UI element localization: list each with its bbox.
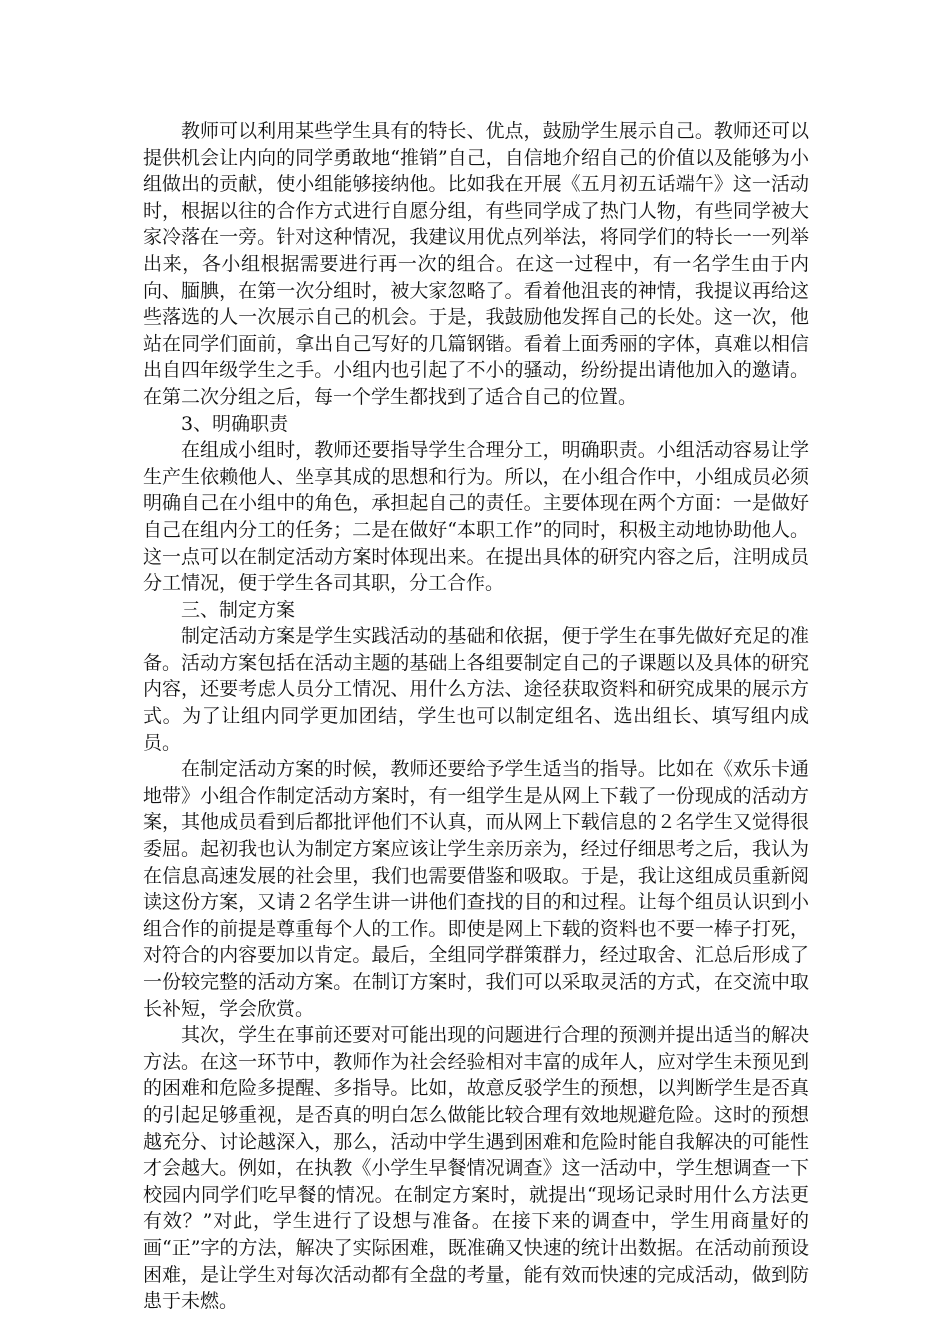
paragraph-risk-prediction: 其次，学生在事前还要对可能出现的问题进行合理的预测并提出适当的解决方法。在这一环节中，教师作为社会经验相对丰富的成年人，应对学生未预见到的困难和危险多提醒、多指导。比如，故意反驳学生的预想，以判断学生是否真的引起足够重视，是否真的明白怎么做能比较合理有效地规避危险。这时的预想越充分、讨论越深入，那么，活动中学生遇到困难和危险时能自我解决的可能性才会越大。例如，在执教《小学生早餐情况调查》这一活动中，学生想调查一下校园内同学们吃早餐的情况。在制定方案时，就提出“现场记录时用什么方法更有效？”对此，学生进行了设想与准备。在接下来的调查中，学生用商量好的画“正”字的方法，解决了实际困难，既准确又快速的统计出数据。在活动前预设困难，是让学生对每次活动都有全盘的考量，能有效而快速的完成活动，做到防患于未燃。 [143,1024,809,1313]
paragraph-plan-basis: 制定活动方案是学生实践活动的基础和依据，便于学生在事先做好充足的准备。活动方案包括在活动主题的基础上各组要制定自己的子课题以及具体的研究内容，还要考虑人员分工情况、用什么方法、途径获取资料和研究成果的展示方式。为了让组内同学更加团结，学生也可以制定组名、选出组长、填写组内成员。 [143,625,809,754]
paragraph-plan-guidance: 在制定活动方案的时候，教师还要给予学生适当的指导。比如在《欢乐卡通地带》小组合作制定活动方案时，有一组学生是从网上下载了一份现成的活动方案，其他成员看到后都批评他们不认真，而从网上下载信息的２名学生又觉得很委屈。起初我也认为制定方案应该让学生亲历亲为，经过仔细思考之后，我认为在信息高速发展的社会里，我们也需要借鉴和吸取。于是，我让这组成员重新阅读这份方案，又请２名学生讲一讲他们查找的目的和过程。让每个组员认识到小组合作的前提是尊重每个人的工作。即使是网上下载的资料也不要一棒子打死，对符合的内容要加以肯定。最后，全组同学群策群力，经过取舍、汇总后形成了一份较完整的活动方案。在制订方案时，我们可以采取灵活的方式，在交流中取长补短，学会欣赏。 [143,758,809,1020]
paragraph-division-of-labor: 在组成小组时，教师还要指导学生合理分工，明确职责。小组活动容易让学生产生依赖他人、坐享其成的思想和行为。所以，在小组合作中，小组成员必须明确自己在小组中的角色，承担起自己的责任。主要体现在两个方面：一是做好自己在组内分工的任务；二是在做好“本职工作”的同时，积极主动地协助他人。这一点可以在制定活动方案时体现出来。在提出具体的研究内容之后，注明成员分工情况，便于学生各司其职，分工合作。 [143,439,809,595]
section-heading-clarify-duties: 3、明确职责 [181,412,289,435]
document-body [143,118,809,1315]
paragraph-self-showcase: 教师可以利用某些学生具有的特长、优点，鼓励学生展示自己。教师还可以提供机会让内向的同学勇敢地“推销”自己，自信地介绍自己的价值以及能够为小组做出的贡献，使小组能够接纳他。比如我在开展《五月初五话端午》这一活动时，根据以往的合作方式进行自愿分组，有些同学成了热门人物，有些同学被大家冷落在一旁。针对这种情况，我建议用优点列举法，将同学们的特长一一列举出来，各小组根据需要进行再一次的组合。在这一过程中，有一名学生由于内向、腼腆，在第一次分组时，被大家忽略了。看着他沮丧的神情，我提议再给这些落选的人一次展示自己的机会。于是，我鼓励他发挥自己的长处。这一次，他站在同学们面前，拿出自己写好的几篇钢锴。看着上面秀丽的字体，真难以相信出自四年级学生之手。小组内也引起了不小的骚动，纷纷提出请他加入的邀请。在第二次分组之后，每一个学生都找到了适合自己的位置。 [143,120,809,408]
section-heading-make-plan: 三、制定方案 [181,598,296,621]
